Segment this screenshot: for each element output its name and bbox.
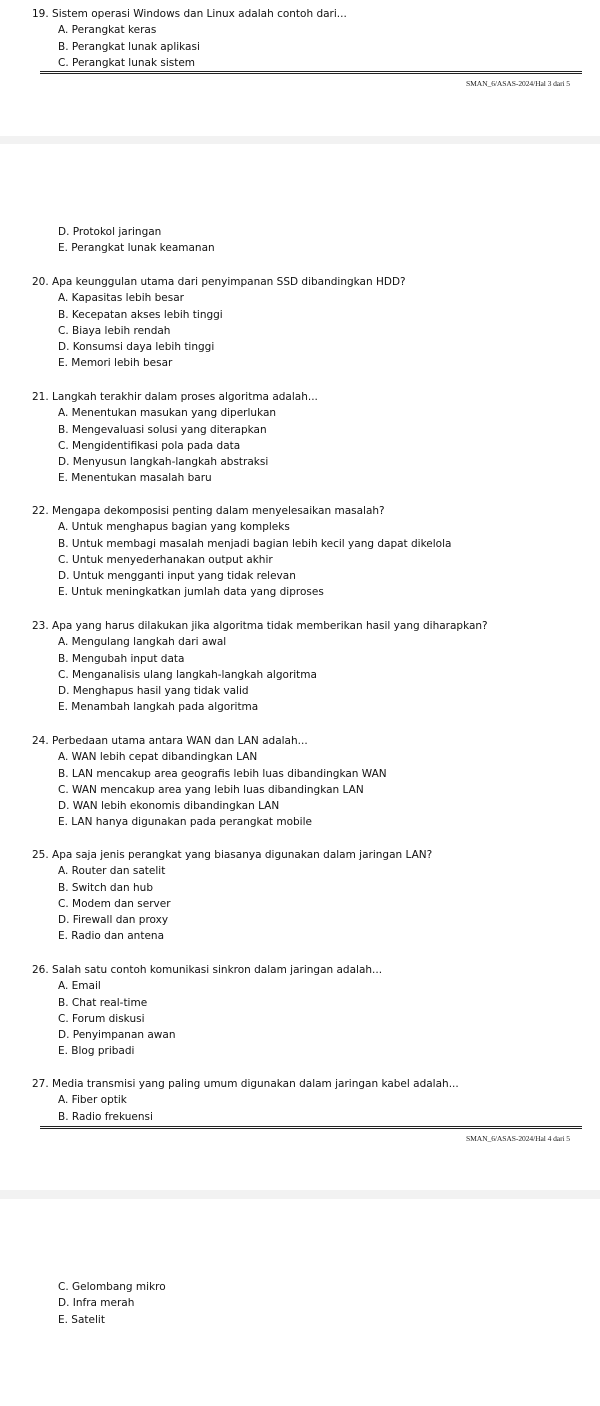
option-b: B. Mengubah input data xyxy=(58,652,185,665)
option-a: A. Menentukan masukan yang diperlukan xyxy=(58,407,277,420)
option-d: D. Penyimpanan awan xyxy=(58,1029,176,1042)
option-b: B. Untuk membagi masalah menjadi bagian lebih kecil yang dapat dikelola xyxy=(58,537,452,550)
page-gap xyxy=(0,136,600,144)
page-divider-rule xyxy=(40,1126,582,1129)
page-5-fragment xyxy=(0,1199,600,1406)
option-a: A. Perangkat keras xyxy=(58,24,157,37)
option-e: E. Menambah langkah pada algoritma xyxy=(58,701,259,714)
question-27 xyxy=(32,1076,580,1125)
option-c: C. Biaya lebih rendah xyxy=(58,324,171,337)
question-26 xyxy=(32,962,580,1060)
option-d: D. Menyusun langkah-langkah abstraksi xyxy=(58,456,269,469)
question-text: 26. Salah satu contoh komunikasi sinkron dalam jaringan adalah... xyxy=(32,964,383,976)
option-b: B. Switch dan hub xyxy=(58,881,153,894)
question-27-continued xyxy=(32,1279,580,1328)
page-4 xyxy=(0,144,600,1199)
question-23 xyxy=(32,618,580,716)
question-text: 23. Apa yang harus dilakukan jika algoritma tidak memberikan hasil yang diharapkan? xyxy=(32,620,488,632)
option-c: C. Mengidentifikasi pola pada data xyxy=(58,439,241,452)
option-d: D. Menghapus hasil yang tidak valid xyxy=(58,685,249,698)
option-d: D. Firewall dan proxy xyxy=(58,914,169,927)
question-text: 20. Apa keunggulan utama dari penyimpanan SSD dibandingkan HDD? xyxy=(32,276,406,288)
option-c: C. Menganalisis ulang langkah-langkah algoritma xyxy=(58,668,317,681)
option-c: C. Perangkat lunak sistem xyxy=(58,56,196,69)
option-c: C. WAN mencakup area yang lebih luas dibandingkan LAN xyxy=(58,783,364,796)
question-25 xyxy=(32,847,580,945)
option-e: E. Untuk meningkatkan jumlah data yang diproses xyxy=(58,586,324,599)
option-a: A. Untuk menghapus bagian yang kompleks xyxy=(58,521,290,534)
question-text: 22. Mengapa dekomposisi penting dalam menyelesaikan masalah? xyxy=(32,505,385,517)
option-c: C. Untuk menyederhanakan output akhir xyxy=(58,553,273,566)
option-c: C. Forum diskusi xyxy=(58,1012,145,1025)
page-footer: SMAN_6/ASAS-2024/Hal 3 dari 5 xyxy=(465,79,570,88)
option-a: A. Router dan satelit xyxy=(58,865,166,878)
option-d: D. Untuk mengganti input yang tidak relevan xyxy=(58,570,296,583)
page-footer: SMAN_6/ASAS-2024/Hal 4 dari 5 xyxy=(465,1134,570,1143)
question-text: 25. Apa saja jenis perangkat yang biasanya digunakan dalam jaringan LAN? xyxy=(32,849,433,861)
page-gap xyxy=(0,1190,600,1199)
option-a: A. WAN lebih cepat dibandingkan LAN xyxy=(58,751,258,764)
question-22 xyxy=(32,503,580,601)
option-d: D. Konsumsi daya lebih tinggi xyxy=(58,341,215,354)
question-21 xyxy=(32,389,580,487)
option-e: E. LAN hanya digunakan pada perangkat mobile xyxy=(58,816,312,829)
option-a: A. Email xyxy=(58,980,101,993)
option-e: E. Satelit xyxy=(58,1313,105,1326)
option-b: B. Mengevaluasi solusi yang diterapkan xyxy=(58,423,267,436)
option-a: A. Mengulang langkah dari awal xyxy=(58,636,227,649)
option-d: D. Infra merah xyxy=(58,1297,135,1310)
question-text: 21. Langkah terakhir dalam proses algoritma adalah... xyxy=(32,391,318,403)
question-text: 27. Media transmisi yang paling umum digunakan dalam jaringan kabel adalah... xyxy=(32,1078,459,1090)
option-b: B. Perangkat lunak aplikasi xyxy=(58,40,200,53)
question-19 xyxy=(32,6,580,71)
question-24 xyxy=(32,733,580,831)
option-b: B. Chat real-time xyxy=(58,996,148,1009)
option-e: E. Menentukan masalah baru xyxy=(58,472,212,485)
option-a: A. Kapasitas lebih besar xyxy=(58,292,184,305)
option-e: E. Radio dan antena xyxy=(58,930,164,943)
page-3-fragment xyxy=(0,0,600,136)
option-c: C. Gelombang mikro xyxy=(58,1281,166,1293)
question-20 xyxy=(32,274,580,372)
question-text: 19. Sistem operasi Windows dan Linux adalah contoh dari... xyxy=(32,8,347,20)
option-d: D. Protokol jaringan xyxy=(58,226,162,238)
option-b: B. LAN mencakup area geografis lebih luas dibandingkan WAN xyxy=(58,767,387,780)
option-a: A. Fiber optik xyxy=(58,1094,127,1107)
page-divider-rule xyxy=(40,71,582,74)
option-d: D. WAN lebih ekonomis dibandingkan LAN xyxy=(58,800,280,813)
option-b: B. Radio frekuensi xyxy=(58,1110,153,1123)
option-e: E. Memori lebih besar xyxy=(58,357,173,370)
option-e: E. Perangkat lunak keamanan xyxy=(58,242,215,255)
question-text: 24. Perbedaan utama antara WAN dan LAN adalah... xyxy=(32,735,308,747)
option-b: B. Kecepatan akses lebih tinggi xyxy=(58,308,223,321)
option-c: C. Modem dan server xyxy=(58,897,171,910)
option-e: E. Blog pribadi xyxy=(58,1045,135,1058)
question-19-continued xyxy=(32,224,580,257)
